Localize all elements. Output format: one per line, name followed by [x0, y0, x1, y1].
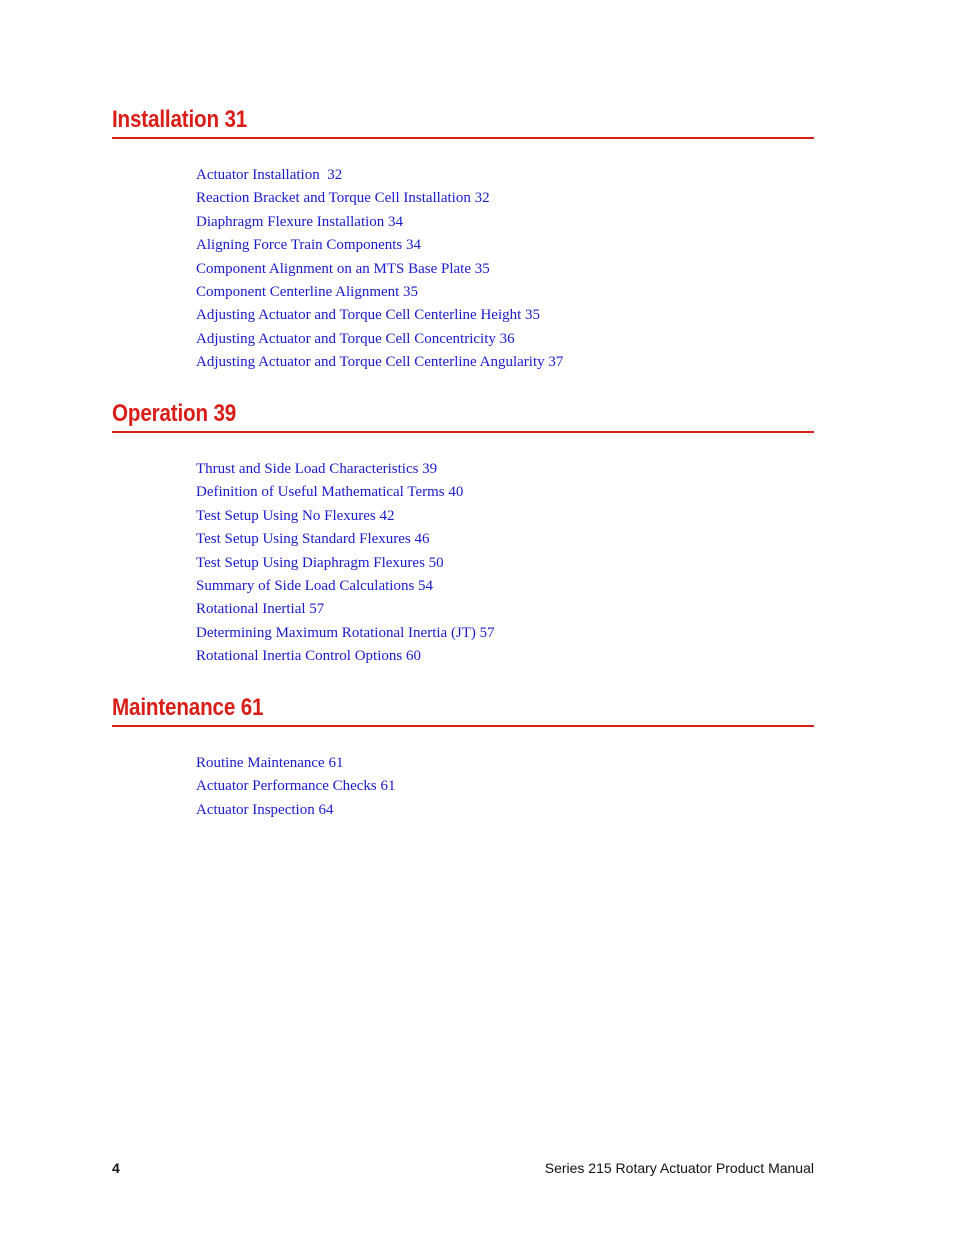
toc-entry-centerline-angularity[interactable]: Adjusting Actuator and Torque Cell Centerline Angularity 37: [196, 354, 564, 371]
toc-entry-centerline-height[interactable]: Adjusting Actuator and Torque Cell Centerline Height 35: [196, 307, 541, 324]
toc-entry-performance-checks[interactable]: Actuator Performance Checks 61: [196, 778, 396, 795]
toc-entry-math-terms[interactable]: Definition of Useful Mathematical Terms 40: [196, 484, 464, 501]
page-footer: [112, 1158, 814, 1178]
toc-entry-no-flexures[interactable]: Test Setup Using No Flexures 42: [196, 507, 395, 524]
toc-entry-mts-base-plate[interactable]: Component Alignment on an MTS Base Plate 35: [196, 260, 490, 277]
toc-entry-rotational-inertial[interactable]: Rotational Inertial 57: [196, 601, 325, 618]
section-title[interactable]: Installation 31: [112, 106, 248, 133]
toc-section-operation: [112, 400, 814, 665]
toc-list: [196, 752, 396, 822]
toc-section-installation: [112, 106, 814, 371]
toc-entry-centerline-alignment[interactable]: Component Centerline Alignment 35: [196, 283, 419, 300]
toc-entry-concentricity[interactable]: Adjusting Actuator and Torque Cell Concentricity 36: [196, 330, 515, 347]
toc-list: [196, 164, 563, 375]
toc-entry-side-load-summary[interactable]: Summary of Side Load Calculations 54: [196, 577, 434, 594]
toc-section-maintenance: [112, 694, 814, 818]
section-title[interactable]: Operation 39: [112, 400, 237, 427]
manual-title: Series 215 Rotary Actuator Product Manual: [544, 1160, 814, 1176]
page-number: 4: [112, 1160, 120, 1176]
toc-entry-actuator-installation[interactable]: Actuator Installation 32: [196, 167, 343, 183]
toc-entry-routine-maintenance[interactable]: Routine Maintenance 61: [196, 755, 344, 771]
toc-entry-max-rotational-inertia[interactable]: Determining Maximum Rotational Inertia (JT) 57: [196, 624, 495, 641]
toc-entry-actuator-inspection[interactable]: Actuator Inspection 64: [196, 801, 334, 818]
toc-entry-diaphragm-flexure-installation[interactable]: Diaphragm Flexure Installation 34: [196, 213, 404, 230]
toc-entry-reaction-bracket[interactable]: Reaction Bracket and Torque Cell Installation 32: [196, 190, 490, 207]
section-divider: [112, 725, 814, 727]
toc-entry-standard-flexures[interactable]: Test Setup Using Standard Flexures 46: [196, 531, 430, 548]
toc-list: [196, 458, 495, 669]
section-title[interactable]: Maintenance 61: [112, 694, 264, 721]
toc-entry-diaphragm-flexures[interactable]: Test Setup Using Diaphragm Flexures 50: [196, 554, 444, 571]
toc-entry-inertia-control-options[interactable]: Rotational Inertia Control Options 60: [196, 648, 421, 665]
toc-entry-thrust-side-load[interactable]: Thrust and Side Load Characteristics 39: [196, 461, 438, 477]
toc-entry-aligning-force-train[interactable]: Aligning Force Train Components 34: [196, 237, 422, 254]
section-divider: [112, 137, 814, 139]
section-divider: [112, 431, 814, 433]
